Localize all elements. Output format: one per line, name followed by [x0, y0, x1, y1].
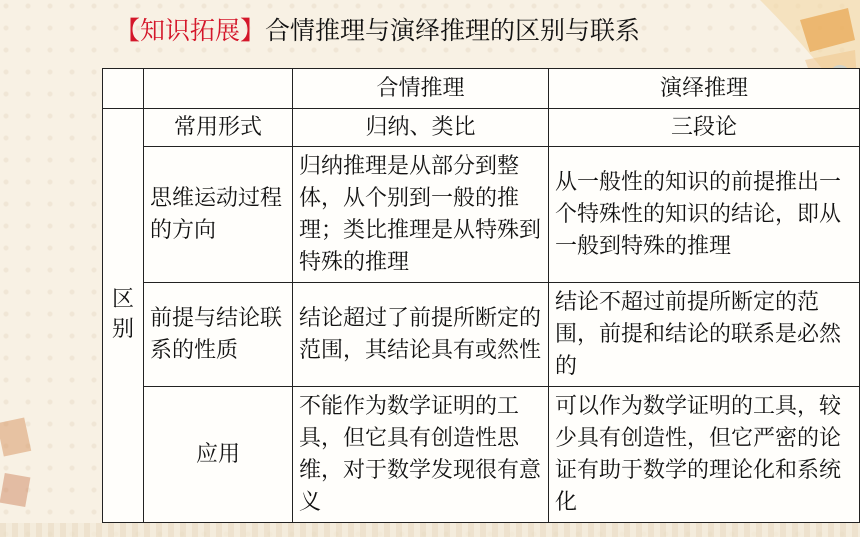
row-label-thinking-direction: 思维运动过程的方向 — [144, 147, 293, 283]
corner-decoration-graphic — [0, 380, 40, 537]
title-text: 合情推理与演绎推理的区别与联系 — [265, 16, 641, 45]
cell-plausible-common-form: 归纳、类比 — [293, 109, 549, 147]
cell-deductive-premise-conclusion: 结论不超过前提所断定的范围，前提和结论的联系是必然的 — [549, 283, 860, 387]
row-label-premise-conclusion: 前提与结论联系的性质 — [144, 283, 293, 387]
title-bracket-label: 【知识拓展】 — [115, 16, 266, 45]
table-row — [103, 109, 860, 147]
table-header-row — [103, 69, 860, 109]
cell-plausible-application: 不能作为数学证明的工具，但它具有创造性思维，对于数学发现很有意义 — [293, 387, 549, 523]
header-empty-cell — [103, 69, 144, 109]
side-label-difference — [103, 109, 144, 523]
cell-deductive-common-form: 三段论 — [549, 109, 860, 147]
bottom-border-strip — [0, 523, 860, 537]
cell-plausible-thinking-direction: 归纳推理是从部分到整体，从个别到一般的推理；类比推理是从特殊到特殊的推理 — [293, 147, 549, 283]
header-empty-cell — [144, 69, 293, 109]
cell-deductive-application: 可以作为数学证明的工具，较少具有创造性，但它严密的论证有助于数学的理论化和系统化 — [549, 387, 860, 523]
side-label-text: 区别 — [111, 287, 134, 342]
table-row — [103, 283, 860, 387]
row-label-common-form: 常用形式 — [144, 109, 293, 147]
cell-deductive-thinking-direction: 从一般性的知识的前提推出一个特殊性的知识的结论，即从一般到特殊的推理 — [549, 147, 860, 283]
table-row — [103, 147, 860, 283]
comparison-table — [102, 68, 860, 523]
slide-title — [115, 14, 640, 48]
cell-plausible-premise-conclusion: 结论超过了前提所断定的范围，其结论具有或然性 — [293, 283, 549, 387]
header-deductive-reasoning: 演绎推理 — [549, 69, 860, 109]
table-row — [103, 387, 860, 523]
header-plausible-reasoning: 合情推理 — [293, 69, 549, 109]
row-label-application: 应用 — [144, 387, 293, 523]
